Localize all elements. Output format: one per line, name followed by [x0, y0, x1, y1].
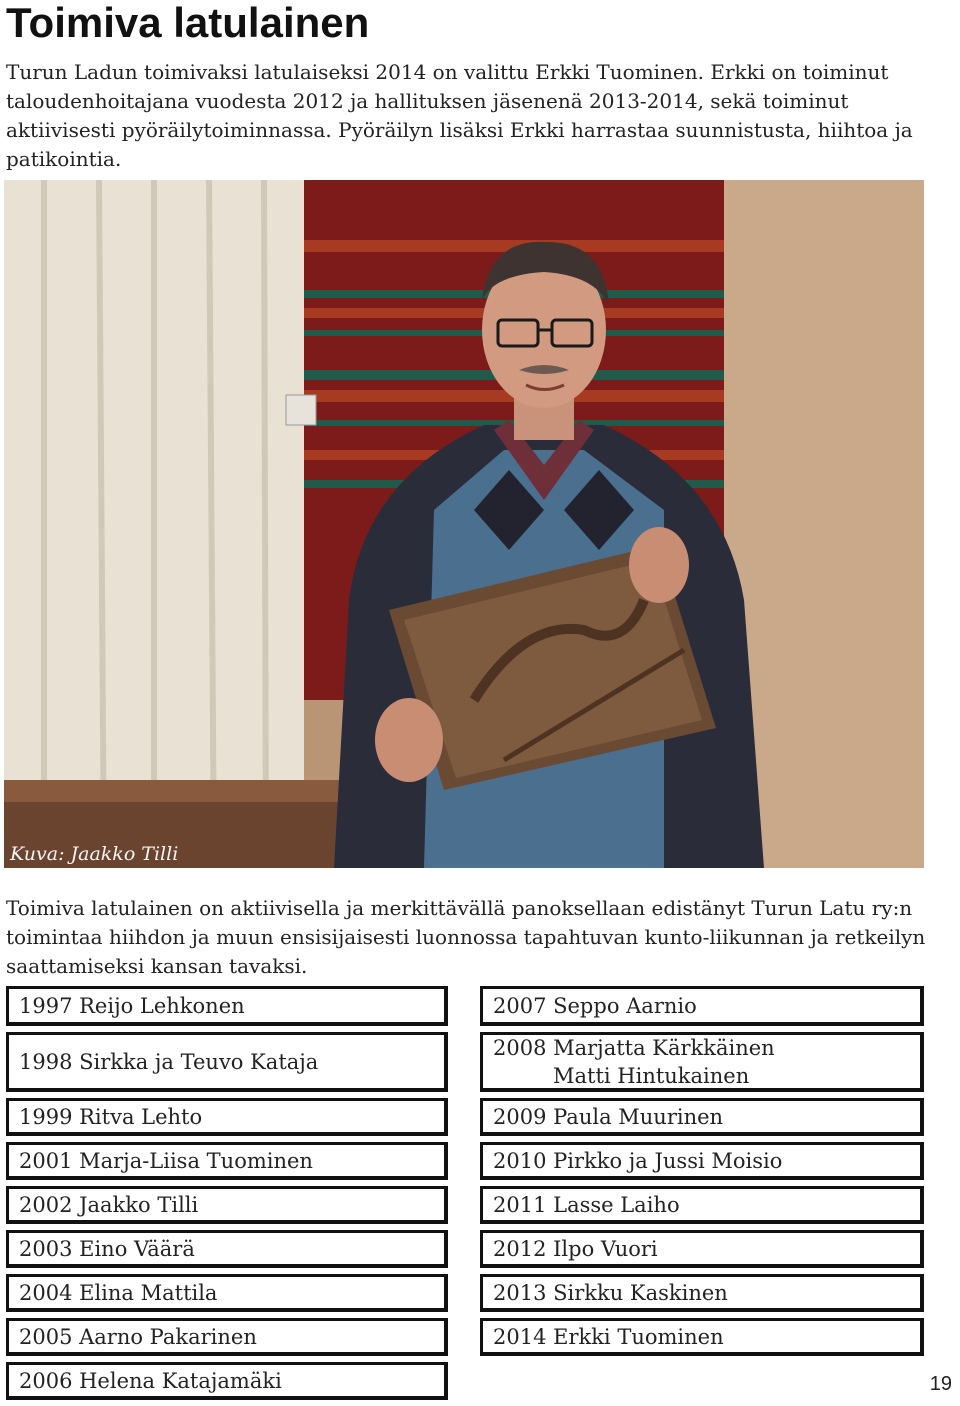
winners-list-right	[480, 986, 922, 1362]
winner-entry: 1999 Ritva Lehto	[6, 1098, 448, 1136]
description-paragraph: Toimiva latulainen on aktiivisella ja merkittävällä panoksellaan edistänyt Turun Latu ry:n toimintaa hiihdon ja muun ensisijaisesti luonnossa tapahtuvan kunto-liikunnan ja retkeilyn saattamiseksi kansan tavaksi.	[6, 896, 926, 978]
portrait-illustration	[4, 180, 924, 868]
winner-entry: 2010 Pirkko ja Jussi Moisio	[480, 1142, 924, 1180]
winner-entry: 2012 Ilpo Vuori	[480, 1230, 924, 1268]
winner-entry: 2014 Erkki Tuominen	[480, 1318, 924, 1356]
page-number: 19	[929, 1373, 952, 1395]
portrait-photo	[4, 180, 924, 868]
winner-entry: 2009 Paula Muurinen	[480, 1098, 924, 1136]
winner-entry: 1997 Reijo Lehkonen	[6, 986, 448, 1026]
winner-entry: 2001 Marja-Liisa Tuominen	[6, 1142, 448, 1180]
winner-entry: 2007 Seppo Aarnio	[480, 986, 924, 1026]
winner-entry: 2008 Marjatta Kärkkäinen Matti Hintukainen	[480, 1032, 924, 1092]
winner-entry: 2004 Elina Mattila	[6, 1274, 448, 1312]
winner-entry: 2011 Lasse Laiho	[480, 1186, 924, 1224]
winner-entry: 2006 Helena Katajamäki	[6, 1362, 448, 1400]
intro-paragraph: Turun Ladun toimivaksi latulaiseksi 2014 on valittu Erkki Tuominen. Erkki on toiminut taloudenhoitajana vuodesta 2012 ja hallituksen jäsenenä 2013-2014, sekä toiminut aktiivisesti pyöräilytoiminnassa. Pyöräilyn lisäksi Erkki harrastaa suunnistusta, hiihtoa ja patikointia.	[6, 60, 913, 171]
winner-entry: 2005 Aarno Pakarinen	[6, 1318, 448, 1356]
winners-list-left	[6, 986, 448, 1406]
winner-entry: 2013 Sirkku Kaskinen	[480, 1274, 924, 1312]
winner-entry: 1998 Sirkka ja Teuvo Kataja	[6, 1032, 448, 1092]
photo-caption: Kuva: Jaakko Tilli	[10, 843, 179, 865]
winner-entry: 2003 Eino Väärä	[6, 1230, 448, 1268]
winner-entry: 2002 Jaakko Tilli	[6, 1186, 448, 1224]
page-title: Toimiva latulainen	[6, 0, 370, 46]
